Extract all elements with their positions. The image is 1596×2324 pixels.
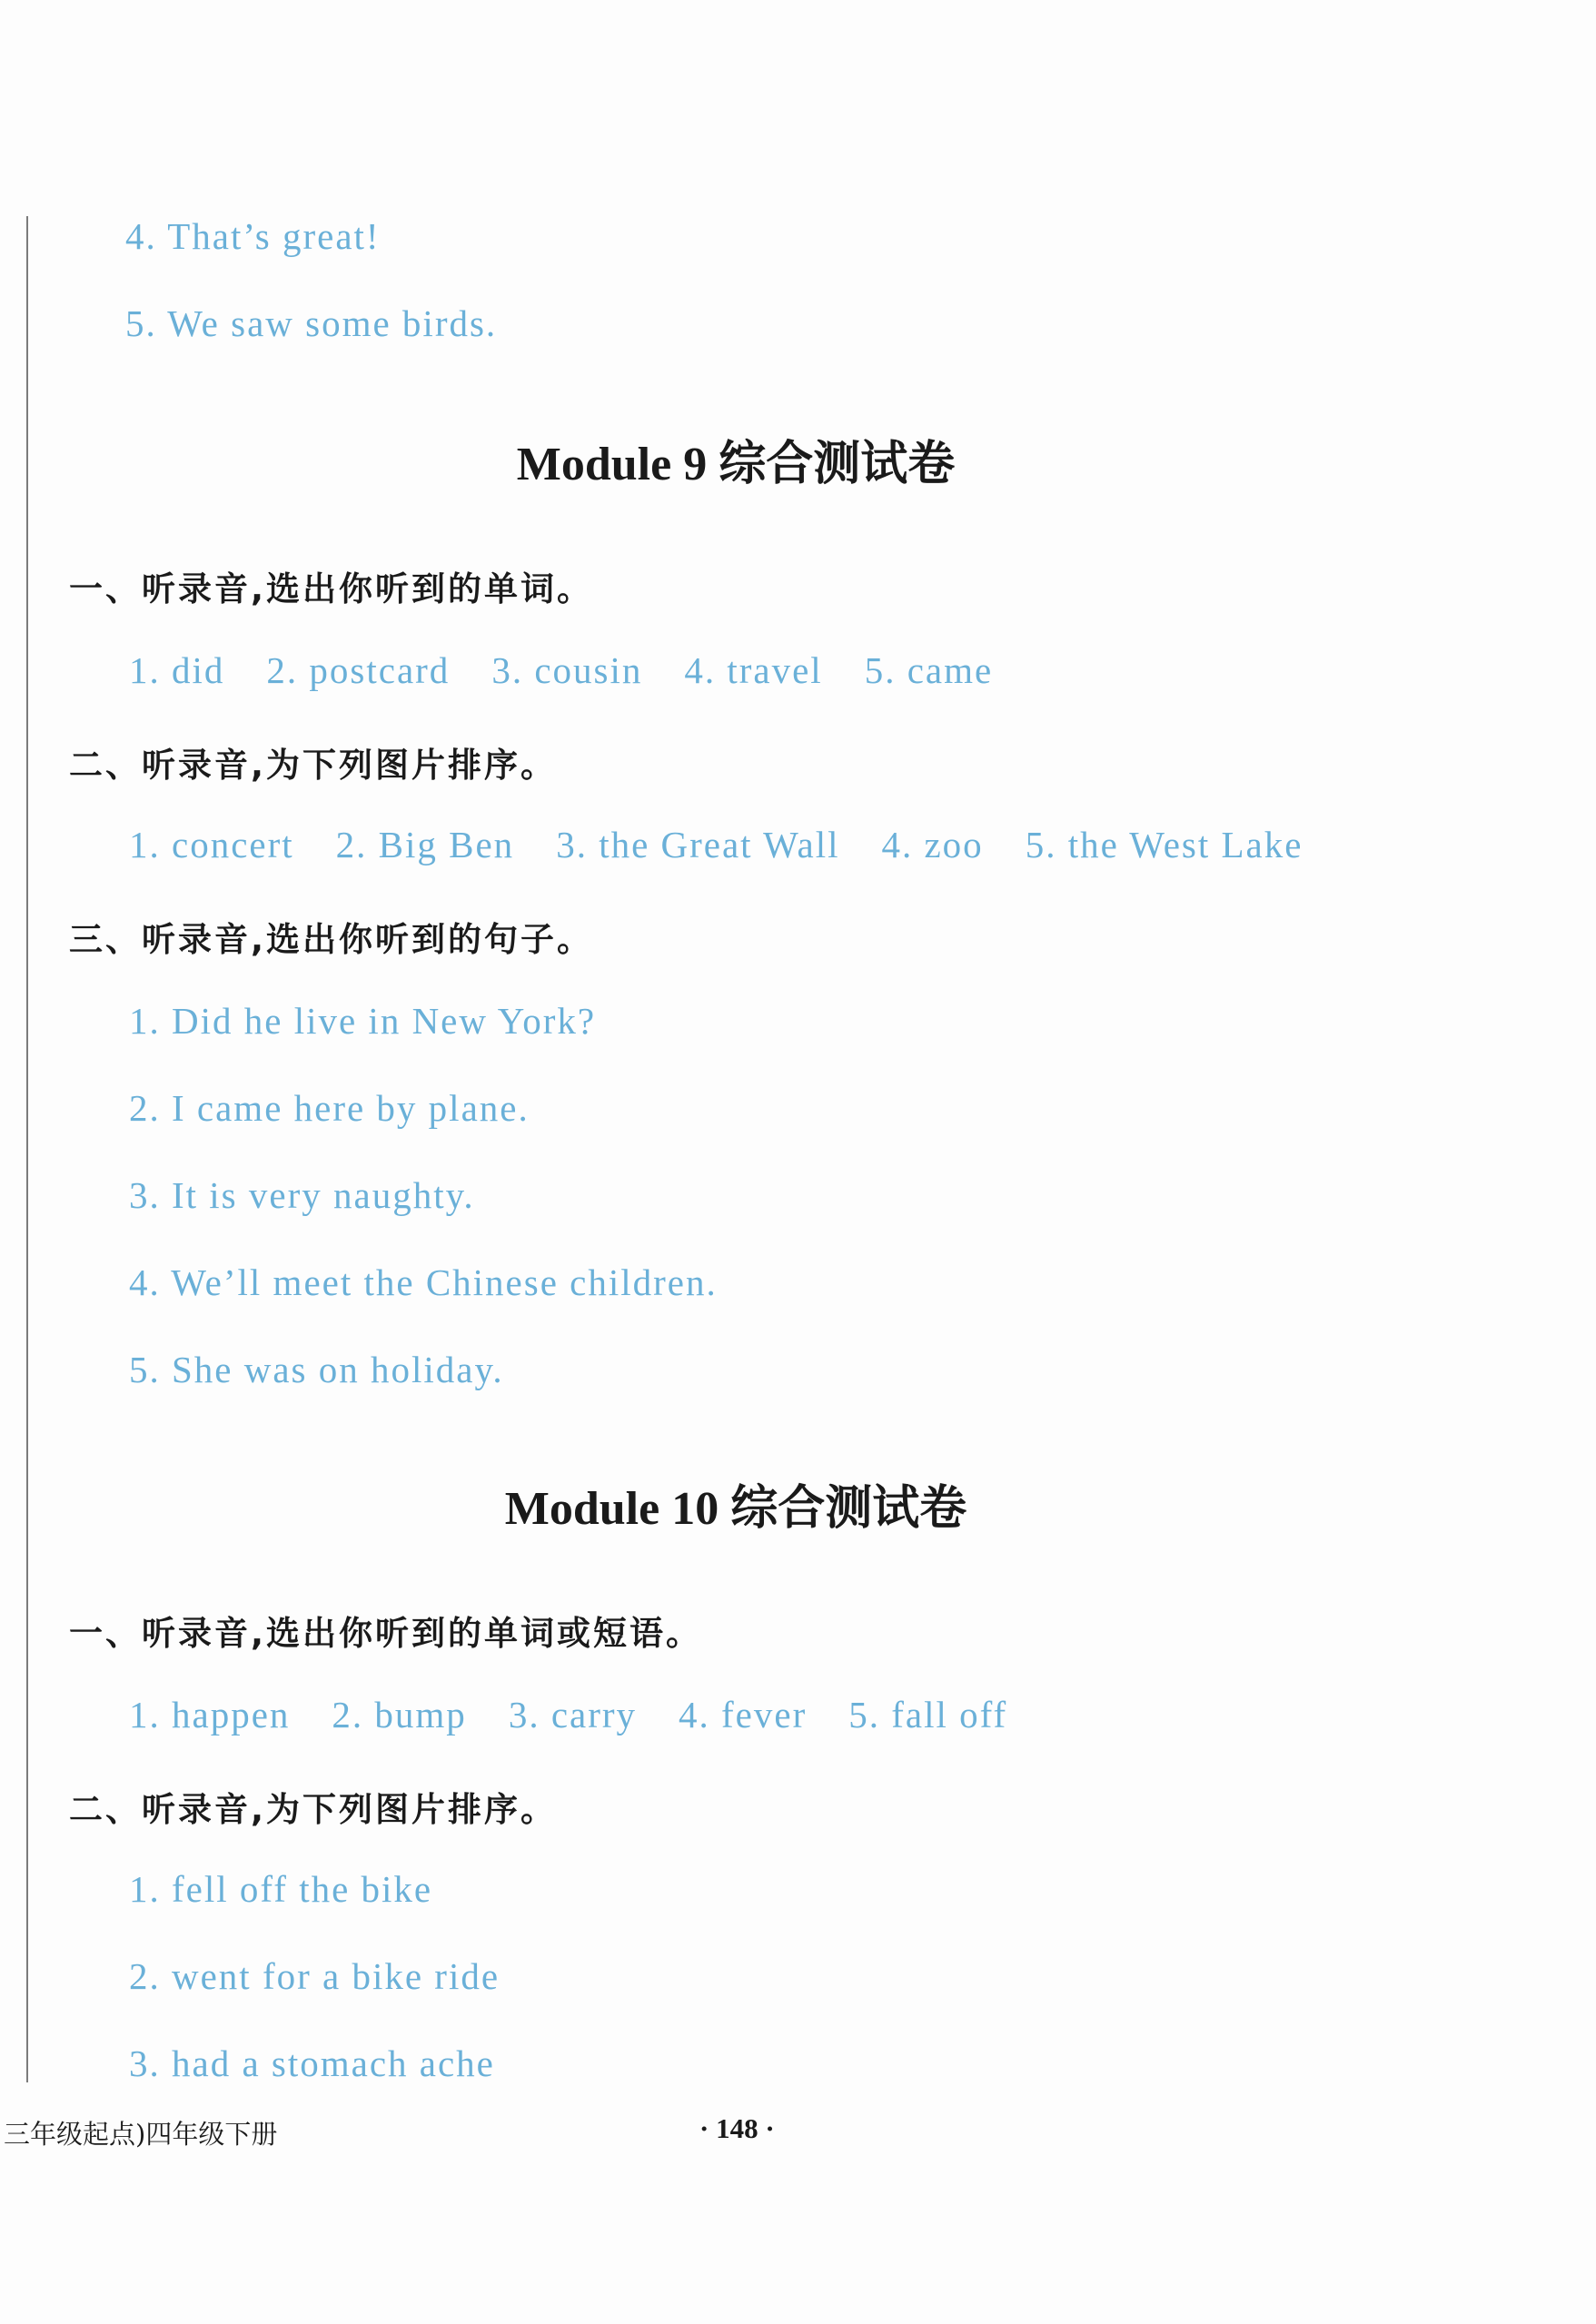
answer-line: 2. I came here by plane. (129, 1087, 530, 1129)
answer-item: 4. zoo (881, 824, 984, 865)
section-heading: 二、听录音,为下列图片排序。 (69, 746, 558, 785)
answer-item: 2. bump (332, 1694, 467, 1736)
module-10-title: Module 10 综合测试卷 (504, 1483, 967, 1535)
answer-line: 3. It is very naughty. (129, 1174, 475, 1216)
answer-line: 5. She was on holiday. (129, 1349, 504, 1390)
answer-item: 3. the Great Wall (556, 824, 840, 865)
answer-row (129, 1693, 1007, 1736)
answer-item: 5. fall off (848, 1694, 1008, 1736)
answer-item: 5. came (864, 649, 994, 691)
answer-item: 3. carry (508, 1694, 638, 1736)
answer-row (129, 823, 1303, 866)
answer-line: 1. Did he live in New York? (129, 1000, 597, 1042)
answer-row (129, 648, 993, 692)
margin-line (26, 216, 28, 2082)
answer-line: 2. went for a bike ride (129, 1955, 501, 1997)
answer-line: 4. That’s great! (125, 215, 381, 257)
answer-item: 2. postcard (266, 649, 451, 691)
answer-item: 1. concert (129, 824, 294, 865)
answer-line: 1. fell off the bike (129, 1868, 433, 1910)
section-heading: 一、听录音,选出你听到的单词或短语。 (69, 1614, 703, 1653)
answer-item: 3. cousin (491, 649, 643, 691)
page-number: · 148 · (699, 2112, 775, 2144)
answer-item: 5. the West Lake (1025, 824, 1304, 865)
answer-item: 1. happen (129, 1694, 291, 1736)
answer-line: 5. We saw some birds. (125, 302, 498, 344)
answer-item: 4. fever (679, 1694, 808, 1736)
answer-item: 4. travel (684, 649, 823, 691)
answer-item: 2. Big Ben (335, 824, 515, 865)
answer-line: 4. We’ll meet the Chinese children. (129, 1261, 718, 1303)
book-edition-label: 三年级起点)四年级下册 (4, 2119, 278, 2150)
section-heading: 三、听录音,选出你听到的句子。 (69, 920, 594, 959)
section-heading: 二、听录音,为下列图片排序。 (69, 1790, 558, 1829)
module-9-title: Module 9 综合测试卷 (516, 439, 956, 490)
section-heading: 一、听录音,选出你听到的单词。 (69, 569, 594, 608)
answer-line: 3. had a stomach ache (129, 2042, 495, 2084)
answer-item: 1. did (129, 649, 225, 691)
